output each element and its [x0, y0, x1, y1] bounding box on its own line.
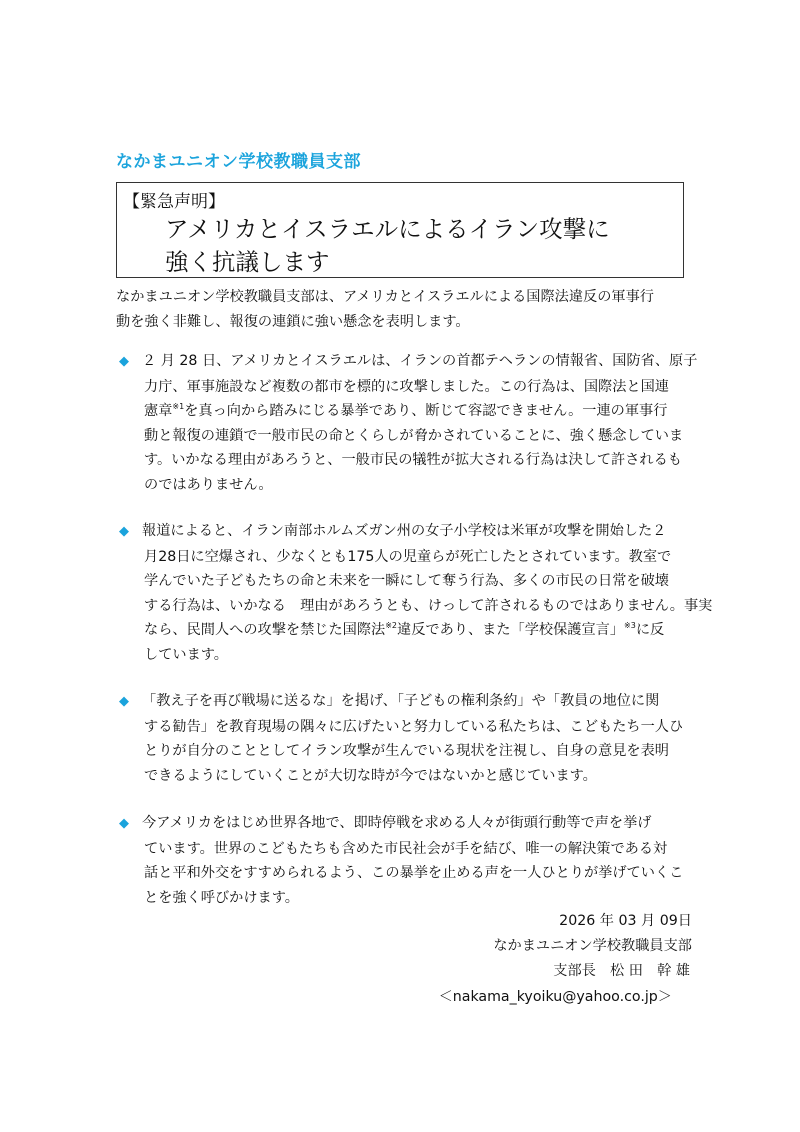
diamond-icon: ◆	[119, 694, 129, 709]
intro-paragraph	[116, 285, 696, 334]
paragraph-line: ◆ ２ 月 28 日、アメリカとイスラエルは、イランの首都テヘランの情報省、国防省、原子	[116, 349, 696, 375]
paragraph-line: 憲章$^{※1}$を真っ向から踏みにじる暴挙であり、断じて容認できません。一連の軍事行	[144, 402, 668, 419]
paragraph-1	[116, 349, 696, 497]
paragraph-2	[116, 519, 713, 667]
paragraph-3	[116, 689, 696, 788]
signature-date: 2026 年 03 月 09日	[559, 913, 692, 929]
title-line-1: アメリカとイスラエルによるイラン攻撃に	[165, 215, 610, 243]
contact-email[interactable]: ＜nakama_kyoiku@yahoo.co.jp＞	[438, 989, 672, 1005]
paragraph-line: ◆ 報道によると、イラン南部ホルムズガン州の女子小学校は米軍が攻撃を開始した２	[116, 519, 696, 545]
paragraph-line: 動と報復の連鎖で一般市民の命とくらしが脅かされていることに、強く懸念していま	[144, 427, 684, 444]
paragraph-line: する勧告」を教育現場の隅々に広げたいと努力している私たちは、こどもたち一人ひ	[144, 718, 684, 735]
paragraph-line: 力庁、軍事施設など複数の都市を標的に攻撃しました。この行為は、国際法と国連	[144, 378, 669, 395]
paragraph-line: する行為は、いかなる 理由があろうとも、けっして許されるものではありません。事実	[144, 597, 713, 614]
page-title	[165, 213, 610, 279]
title-box	[116, 182, 684, 278]
paragraph-line: 話と平和外交をすすめられるよう、この暴挙を止める声を一人ひとりが挙げていくこ	[144, 865, 684, 881]
paragraph-4	[116, 811, 696, 910]
paragraph-line: のではありません。	[144, 476, 273, 493]
organization-header: なかまユニオン学校教職員支部	[116, 152, 361, 172]
paragraph-line: す。いかなる理由があろうと、一般市民の犠牲が拡大される行為は決して許されるも	[144, 452, 682, 468]
intro-line: 動を強く非難し、報復の連鎖に強い懸念を表明します。	[116, 313, 470, 330]
paragraph-line: できるようにしていくことが大切な時が今ではないかと感じています。	[144, 767, 597, 784]
paragraph-line: ています。世界のこどもたちも含めた市民社会が手を結び、唯一の解決策である対	[144, 840, 668, 857]
signature-person: 支部長 松 田 幹 雄	[553, 963, 690, 979]
paragraph-line: 学んでいた子どもたちの命と未来を一瞬にして奪う行為、多くの市民の日常を破壊	[144, 573, 669, 589]
diamond-icon: ◆	[119, 354, 129, 369]
footnote-ref: ※1	[172, 402, 185, 411]
footnote-ref: ※3	[624, 621, 636, 630]
paragraph-line: しています。	[144, 646, 228, 663]
paragraph-line: ◆ 「教え子を再び戦場に送るな」を掲げ、「子どもの権利条約」や「教員の地位に関	[116, 689, 696, 715]
paragraph-line: とを強く呼びかけます。	[144, 889, 299, 906]
statement-label: 【緊急声明】	[123, 192, 225, 212]
paragraph-line: 月28日に空爆され、少なくとも175人の児童らが死亡したとされています。教室で	[144, 548, 672, 565]
paragraph-line: とりが自分のこととしてイラン攻撃が生んでいる現状を注視し、自身の意見を表明	[144, 743, 669, 759]
paragraph-line: なら、民間人への攻撃を禁じた国際法$^{※2}$違反であり、また「学校保護宣言」$^{※3}$に反	[144, 621, 665, 638]
diamond-icon: ◆	[119, 816, 129, 831]
diamond-icon: ◆	[119, 524, 129, 539]
paragraph-line: ◆ 今アメリカをはじめ世界各地で、即時停戦を求める人々が街頭行動等で声を挙げ	[116, 811, 696, 837]
footnote-ref: ※2	[385, 621, 397, 630]
title-line-2: 強く抗議します	[165, 248, 330, 276]
signature-organization: なかまユニオン学校教職員支部	[493, 938, 692, 954]
intro-line: なかまユニオン学校教職員支部は、アメリカとイスラエルによる国際法違反の軍事行	[116, 289, 654, 305]
